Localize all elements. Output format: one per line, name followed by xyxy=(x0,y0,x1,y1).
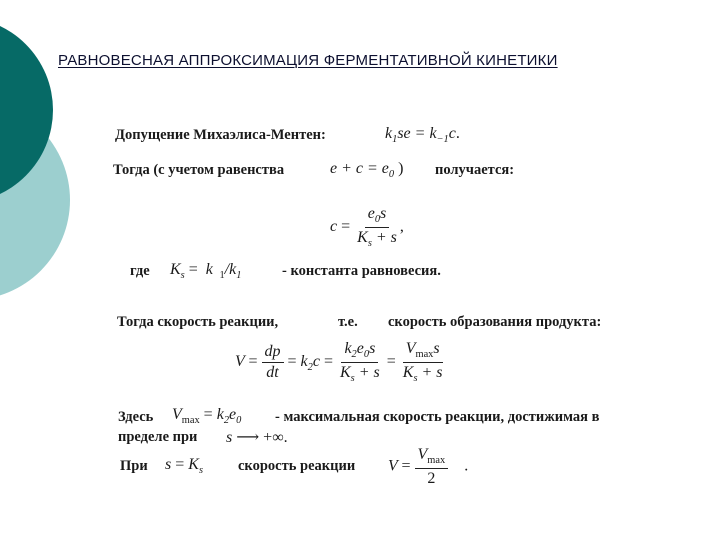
slide-title: РАВНОВЕСНАЯ АППРОКСИМАЦИЯ ФЕРМЕНТАТИВНОЙ КИНЕТИКИ xyxy=(58,52,558,69)
equilibrium-equation: $k_1se = k_{-1}c$. xyxy=(385,125,460,146)
rate-formula: V = $\frac{dp}{dt}$ = $k_2c$ = $\frac{k_2e_0s}{K_s + s}$ = $\frac{V_{max}s}{K_s + s}$ xyxy=(235,340,443,384)
ie-text: т.е. xyxy=(338,314,358,330)
vmax-definition: $V_{max} = k_2e_0$ xyxy=(172,406,242,427)
vmax-description: - максимальная скорость реакции, достижимая в xyxy=(275,409,600,425)
rate-label: скорость реакции xyxy=(238,458,356,474)
at-label: При xyxy=(120,458,148,474)
ks-definition: $K_s = k$ $_1/k_1$ xyxy=(170,261,242,282)
conservation-equation: $e + c = e_0$ ) xyxy=(330,160,404,181)
where-label: где xyxy=(130,263,150,279)
condition-text: Тогда (с учетом равенства xyxy=(113,162,285,178)
constant-description: - константа равновесия. xyxy=(282,263,441,279)
result-text: получается: xyxy=(435,162,515,178)
half-vmax-formula: V = $\frac{V_{max}}{2}$ . xyxy=(388,446,469,487)
here-label: Здесь xyxy=(118,409,154,425)
limit-text: пределе при xyxy=(118,429,198,445)
s-equals-ks: $s = K_s$ xyxy=(165,456,203,477)
rate-text: Тогда скорость реакции, xyxy=(117,314,279,330)
decorative-circles xyxy=(0,0,120,300)
assumption-label: Допущение Михаэлиса-Ментен: xyxy=(115,127,326,143)
complex-concentration-formula: c = $\frac{e_0s}{K_s + s}$ , xyxy=(330,205,404,249)
product-rate-text: скорость образования продукта: xyxy=(388,314,602,330)
limit-expression: s ⟶ +∞. xyxy=(226,429,288,446)
